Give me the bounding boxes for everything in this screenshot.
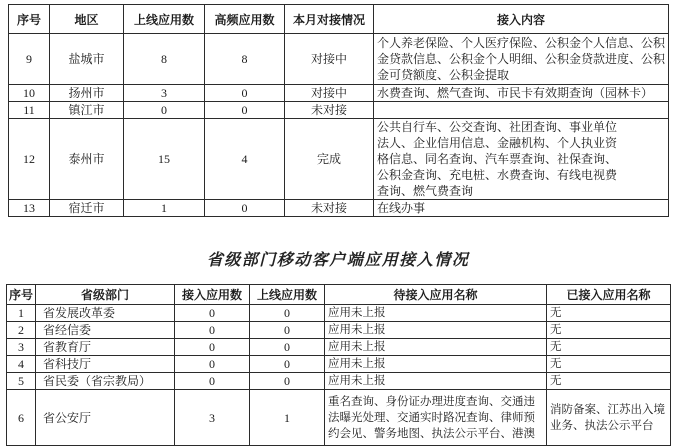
cell-count-in: 0 (175, 356, 250, 373)
cell-no: 11 (9, 102, 50, 119)
provincial-dept-integration-table (6, 284, 671, 446)
table1-header-online: 上线应用数 (124, 5, 205, 34)
cell-freq: 4 (205, 119, 285, 200)
cell-done: 无 (547, 322, 671, 339)
cell-no: 6 (7, 390, 36, 446)
cell-region: 镇江市 (50, 102, 124, 119)
cell-pending: 应用未上报 (325, 339, 547, 356)
cell-online: 1 (250, 390, 325, 446)
cell-online: 0 (250, 373, 325, 390)
cell-online: 0 (124, 102, 205, 119)
table-row (9, 102, 669, 119)
cell-no: 12 (9, 119, 50, 200)
cell-dept: 省发展改革委 (36, 305, 175, 322)
cell-no: 9 (9, 34, 50, 85)
cell-content (374, 119, 669, 200)
cell-region: 盐城市 (50, 34, 124, 85)
cell-content (374, 102, 669, 119)
cell-done: 无 (547, 373, 671, 390)
cell-status: 完成 (285, 119, 374, 200)
cell-count-in: 0 (175, 339, 250, 356)
table2-header-pending: 待接入应用名称 (325, 285, 547, 305)
cell-status: 未对接 (285, 200, 374, 217)
cell-done: 无 (547, 305, 671, 322)
table-row (7, 356, 671, 373)
table-row (9, 119, 669, 200)
table-row (7, 305, 671, 322)
cell-status: 对接中 (285, 34, 374, 85)
cell-dept: 省科技厅 (36, 356, 175, 373)
cell-no: 13 (9, 200, 50, 217)
cell-freq: 8 (205, 34, 285, 85)
cell-content: 个人养老保险、个人医疗保险、公积金个人信息、公积金贷款信息、公积金个人明细、公积金贷款进度、公积金可贷额度、公积金提取 (374, 34, 669, 85)
cell-pending: 应用未上报 (325, 305, 547, 322)
cell-no: 1 (7, 305, 36, 322)
table1-header-content: 接入内容 (374, 5, 669, 34)
table-row (7, 339, 671, 356)
cell-content-text: 公共自行车、公交查询、社团查询、事业单位法人、企业信用信息、金融机构、个人执业资格信息、同名查询、汽车票查询、社保查询、公积金查询、充电桩、水费查询、有线电视费查询、燃气费查询 (377, 120, 618, 198)
table2-header-no: 序号 (7, 285, 36, 305)
cell-count-in: 3 (175, 390, 250, 446)
cell-online: 15 (124, 119, 205, 200)
cell-dept: 省教育厅 (36, 339, 175, 356)
cell-count-in: 0 (175, 305, 250, 322)
cell-region: 宿迁市 (50, 200, 124, 217)
table1-header-row (9, 5, 669, 34)
table-row (7, 390, 671, 446)
cell-pending: 应用未上报 (325, 356, 547, 373)
table2-header-done: 已接入应用名称 (547, 285, 671, 305)
cell-no: 2 (7, 322, 36, 339)
cell-count-in: 0 (175, 322, 250, 339)
cell-online: 8 (124, 34, 205, 85)
cell-no: 5 (7, 373, 36, 390)
table2-header-dept: 省级部门 (36, 285, 175, 305)
city-app-integration-table (8, 4, 669, 217)
cell-status: 对接中 (285, 85, 374, 102)
cell-freq: 0 (205, 85, 285, 102)
cell-online: 1 (124, 200, 205, 217)
table2-header-online: 上线应用数 (250, 285, 325, 305)
cell-pending: 应用未上报 (325, 373, 547, 390)
cell-pending: 应用未上报 (325, 322, 547, 339)
table-row (9, 200, 669, 217)
cell-pending: 重名查询、身份证办理进度查询、交通违法曝光处理、交通实时路况查询、律师预约会见、警务地图、执法公示平台、港澳 (325, 390, 547, 446)
cell-no: 4 (7, 356, 36, 373)
cell-region: 泰州市 (50, 119, 124, 200)
cell-done: 无 (547, 356, 671, 373)
cell-freq: 0 (205, 102, 285, 119)
table1-header-region: 地区 (50, 5, 124, 34)
cell-online: 0 (250, 305, 325, 322)
cell-content: 在线办事 (374, 200, 669, 217)
cell-online: 0 (250, 322, 325, 339)
table-row (9, 85, 669, 102)
cell-dept: 省民委（省宗教局） (36, 373, 175, 390)
cell-online: 0 (250, 356, 325, 373)
section-title: 省级部门移动客户端应用接入情况 (206, 252, 470, 269)
cell-count-in: 0 (175, 373, 250, 390)
cell-freq: 0 (205, 200, 285, 217)
table-row (9, 34, 669, 85)
table1-header-freq: 高频应用数 (205, 5, 285, 34)
cell-no: 3 (7, 339, 36, 356)
table1-header-no: 序号 (9, 5, 50, 34)
cell-content: 水费查询、燃气查询、市民卡有效期查询（园林卡） (374, 85, 669, 102)
cell-done: 无 (547, 339, 671, 356)
cell-status: 未对接 (285, 102, 374, 119)
cell-region: 扬州市 (50, 85, 124, 102)
cell-no: 10 (9, 85, 50, 102)
cell-done: 消防备案、江苏出入境业务、执法公示平台 (547, 390, 671, 446)
cell-dept: 省公安厅 (36, 390, 175, 446)
table2-header-row (7, 285, 671, 305)
table-row (7, 322, 671, 339)
cell-dept: 省经信委 (36, 322, 175, 339)
table-row (7, 373, 671, 390)
table1-header-status: 本月对接情况 (285, 5, 374, 34)
table2-header-count-in: 接入应用数 (175, 285, 250, 305)
cell-online: 3 (124, 85, 205, 102)
cell-online: 0 (250, 339, 325, 356)
